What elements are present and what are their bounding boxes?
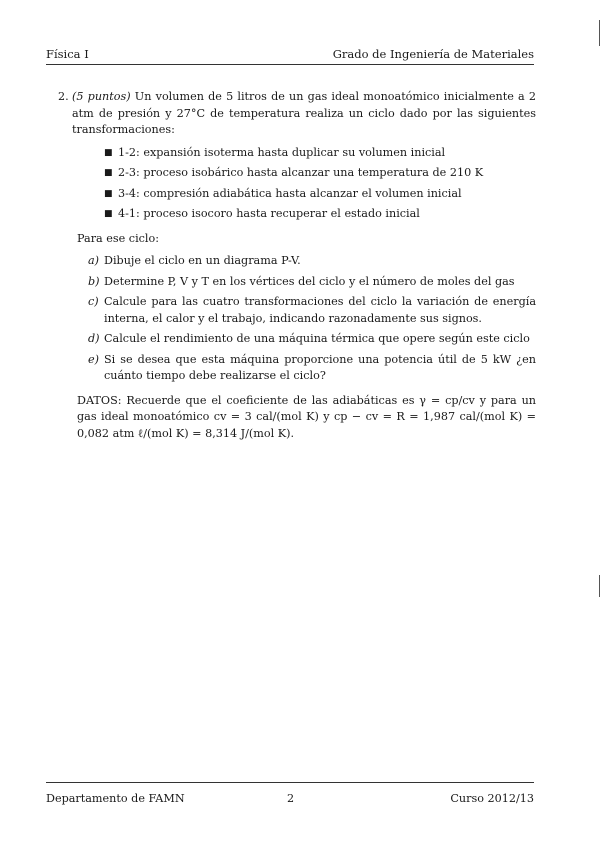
problem-text: Un volumen de 5 litros de un gas ideal monoatómico inicialmente a 2 atm de presión y 27°C de temperatura realiza un ciclo dado por las siguientes transformaciones: <box>72 90 536 136</box>
footer-department: Departamento de FAMN <box>46 792 185 805</box>
footer-rule <box>46 782 534 783</box>
list-item: ■ 3-4: compresión adiabática hasta alcanzar el volumen inicial <box>104 186 536 203</box>
scan-edge-mark <box>599 20 600 46</box>
list-item: ■ 4-1: proceso isocoro hasta recuperar el estado inicial <box>104 206 536 223</box>
problem-statement <box>46 89 536 139</box>
problem-points: (5 puntos) <box>72 90 131 103</box>
cycle-intro: Para ese ciclo: <box>77 231 159 245</box>
question-part: e) Si se desea que esta máquina proporcione una potencia útil de 5 kW ¿en cuánto tiempo debe realizarse el ciclo? <box>88 352 536 382</box>
page-number: 2 <box>287 792 295 805</box>
footer-course-year: Curso 2012/13 <box>450 792 534 805</box>
list-item: ■ 2-3: proceso isobárico hasta alcanzar una temperatura de 210 K <box>104 165 536 182</box>
question-parts <box>88 253 536 385</box>
bullet-icon: ■ <box>104 147 113 158</box>
question-part: a) Dibuje el ciclo en un diagrama P-V. <box>88 254 301 267</box>
transformation-list <box>104 145 536 223</box>
scan-edge-mark <box>599 575 600 597</box>
question-part: c) Calcule para las cuatro transformaciones del ciclo la variación de energía interna, el calor y el trabajo, indicando razonadamente sus signos. <box>88 295 536 325</box>
list-item: ■ 1-2: expansión isoterma hasta duplicar su volumen inicial <box>104 145 536 162</box>
problem-number: 2. <box>58 90 69 103</box>
problem-block <box>46 89 536 442</box>
question-part: b) Determine P, V y T en los vértices del ciclo y el número de moles del gas <box>88 274 515 288</box>
header-degree: Grado de Ingeniería de Materiales <box>332 47 534 61</box>
question-part: d) Calcule el rendimiento de una máquina térmica que opere según este ciclo <box>88 332 530 345</box>
bullet-icon: ■ <box>104 188 113 199</box>
bullet-icon: ■ <box>104 209 113 219</box>
bullet-icon: ■ <box>104 168 113 178</box>
header-rule <box>46 64 534 65</box>
data-note: DATOS: Recuerde que el coeficiente de las adiabáticas es γ = cp/cv y para un gas ideal monoatómico cv = 3 cal/(mol K) y cp − cv = R = 1,987 cal/(mol K) = 0,082 atm ℓ/(mol K) = 8,314 J/(mol K). <box>77 393 536 440</box>
header-course: Física I <box>46 47 89 61</box>
